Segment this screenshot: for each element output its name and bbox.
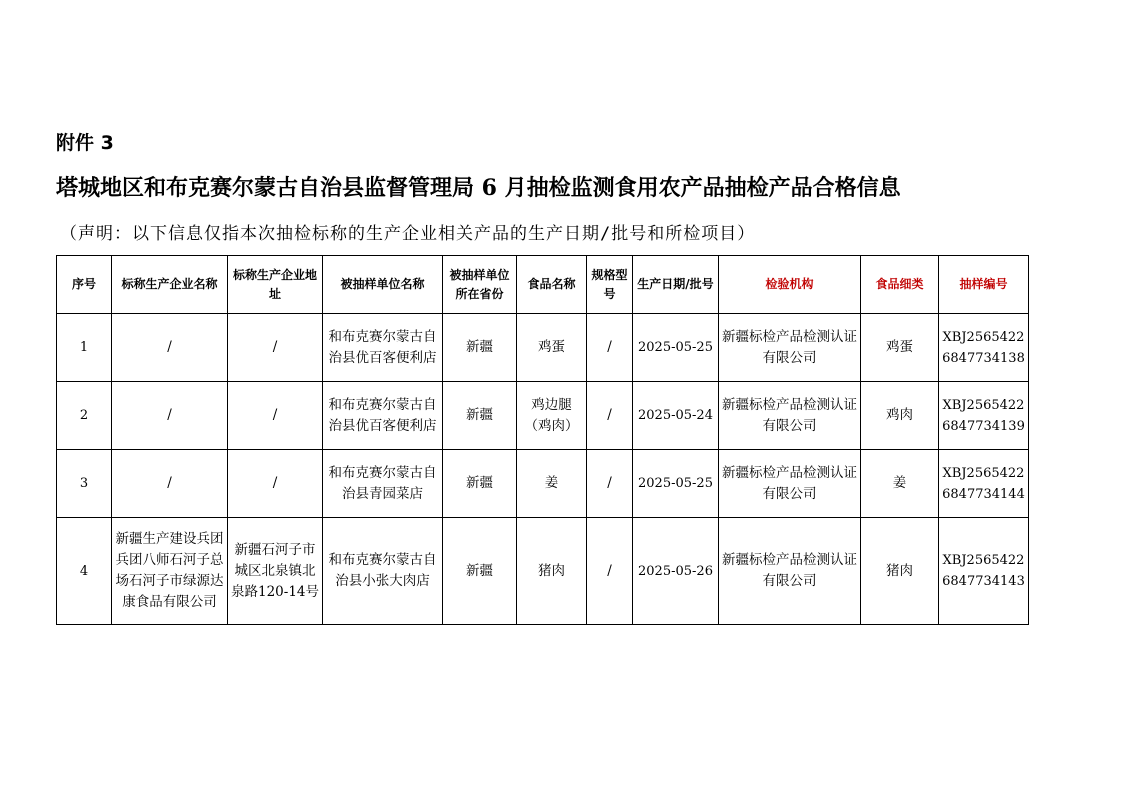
header-sampled-unit: 被抽样单位名称: [323, 256, 443, 314]
cell-province: 新疆: [443, 382, 517, 450]
cell-food-name: 姜: [517, 450, 587, 518]
cell-manufacturer-address: /: [228, 382, 323, 450]
cell-spec: /: [587, 314, 633, 382]
cell-sample-number: XBJ25654226847734139: [939, 382, 1029, 450]
cell-food-category: 鸡肉: [861, 382, 939, 450]
inspection-table: [56, 255, 1029, 625]
cell-index: 2: [57, 382, 112, 450]
header-province: 被抽样单位所在省份: [443, 256, 517, 314]
cell-index: 4: [57, 518, 112, 625]
table-row: [57, 450, 1029, 518]
header-spec: 规格型号: [587, 256, 633, 314]
table-row: [57, 518, 1029, 625]
cell-inspection-agency: 新疆标检产品检测认证有限公司: [719, 314, 861, 382]
cell-sampled-unit: 和布克赛尔蒙古自治县优百客便利店: [323, 314, 443, 382]
cell-production-date: 2025-05-26: [633, 518, 719, 625]
cell-manufacturer: /: [112, 382, 228, 450]
cell-sampled-unit: 和布克赛尔蒙古自治县优百客便利店: [323, 382, 443, 450]
cell-province: 新疆: [443, 518, 517, 625]
cell-inspection-agency: 新疆标检产品检测认证有限公司: [719, 382, 861, 450]
cell-production-date: 2025-05-25: [633, 450, 719, 518]
cell-spec: /: [587, 382, 633, 450]
header-inspection-agency: 检验机构: [719, 256, 861, 314]
cell-spec: /: [587, 518, 633, 625]
cell-manufacturer-address: /: [228, 314, 323, 382]
cell-sampled-unit: 和布克赛尔蒙古自治县青园菜店: [323, 450, 443, 518]
cell-food-name: 鸡边腿（鸡肉）: [517, 382, 587, 450]
cell-manufacturer: 新疆生产建设兵团兵团八师石河子总场石河子市绿源达康食品有限公司: [112, 518, 228, 625]
disclaimer-note: （声明：以下信息仅指本次抽检标称的生产企业相关产品的生产日期/批号和所检项目）: [60, 224, 756, 244]
header-sample-number: 抽样编号: [939, 256, 1029, 314]
cell-manufacturer-address: /: [228, 450, 323, 518]
cell-production-date: 2025-05-25: [633, 314, 719, 382]
header-food-category: 食品细类: [861, 256, 939, 314]
header-index: 序号: [57, 256, 112, 314]
cell-food-category: 姜: [861, 450, 939, 518]
cell-sample-number: XBJ25654226847734144: [939, 450, 1029, 518]
cell-index: 1: [57, 314, 112, 382]
cell-inspection-agency: 新疆标检产品检测认证有限公司: [719, 450, 861, 518]
table-row: [57, 382, 1029, 450]
cell-food-name: 鸡蛋: [517, 314, 587, 382]
header-production-date: 生产日期/批号: [633, 256, 719, 314]
attachment-label: 附件 3: [56, 132, 114, 154]
cell-food-category: 猪肉: [861, 518, 939, 625]
cell-sample-number: XBJ25654226847734143: [939, 518, 1029, 625]
cell-manufacturer-address: 新疆石河子市城区北泉镇北泉路120-14号: [228, 518, 323, 625]
table-row: [57, 314, 1029, 382]
header-manufacturer-address: 标称生产企业地址: [228, 256, 323, 314]
cell-province: 新疆: [443, 314, 517, 382]
cell-manufacturer: /: [112, 450, 228, 518]
table-header-row: [57, 256, 1029, 314]
cell-food-category: 鸡蛋: [861, 314, 939, 382]
cell-production-date: 2025-05-24: [633, 382, 719, 450]
header-manufacturer: 标称生产企业名称: [112, 256, 228, 314]
cell-index: 3: [57, 450, 112, 518]
header-food-name: 食品名称: [517, 256, 587, 314]
cell-province: 新疆: [443, 450, 517, 518]
cell-inspection-agency: 新疆标检产品检测认证有限公司: [719, 518, 861, 625]
page-title: 塔城地区和布克赛尔蒙古自治县监督管理局 6 月抽检监测食用农产品抽检产品合格信息: [56, 175, 901, 201]
cell-food-name: 猪肉: [517, 518, 587, 625]
cell-sample-number: XBJ25654226847734138: [939, 314, 1029, 382]
cell-spec: /: [587, 450, 633, 518]
cell-manufacturer: /: [112, 314, 228, 382]
cell-sampled-unit: 和布克赛尔蒙古自治县小张大肉店: [323, 518, 443, 625]
